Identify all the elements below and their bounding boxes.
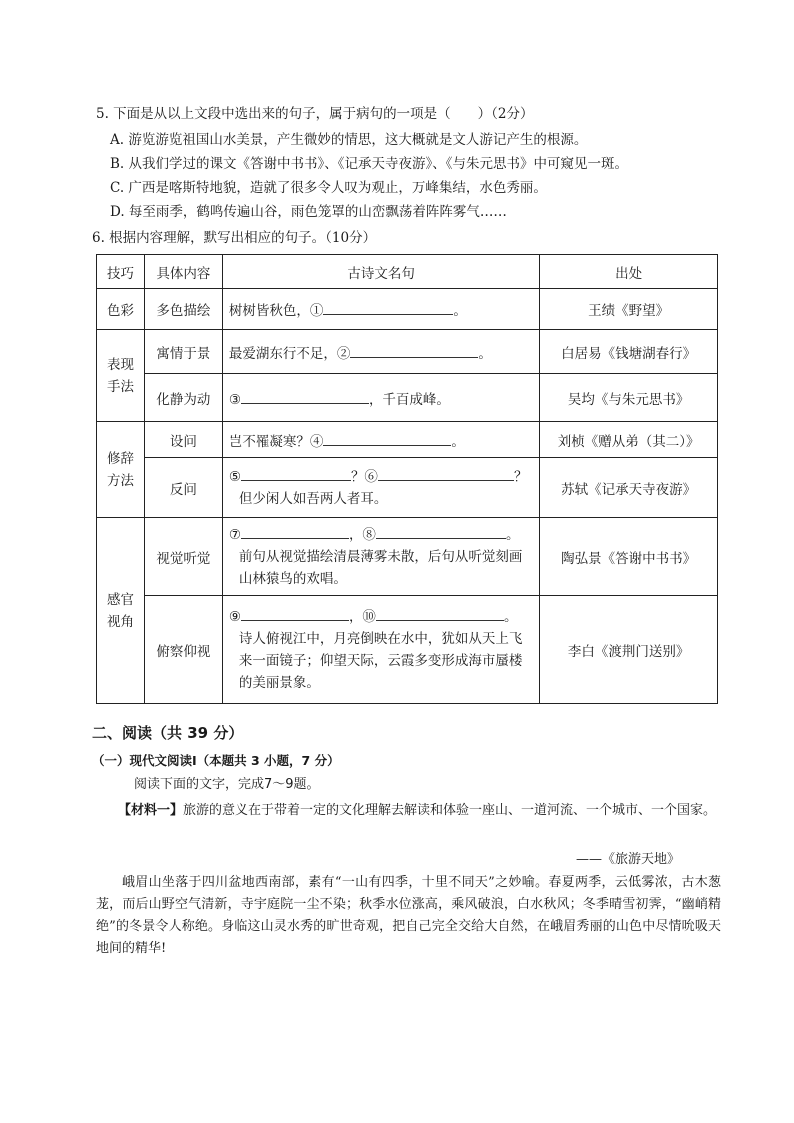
group-expression: 表现手法: [97, 330, 145, 422]
row-content: 寓情于景: [144, 330, 222, 374]
answer-blank[interactable]: [350, 343, 478, 358]
q5-option-d: D. 每至雨季，鹤鸣传遍山谷，雨色笼罩的山峦飘荡着阵阵雾气……: [110, 204, 507, 220]
table-row: [97, 289, 718, 330]
reading-instruction: 阅读下面的文字，完成7～9题。: [134, 777, 320, 792]
row-source: 陶弘景《答谢中书书》: [540, 518, 718, 596]
q5-option-c: C. 广西是喀斯特地貌，造就了很多令人叹为观止，万峰集结，水色秀丽。: [110, 180, 547, 196]
row-content: 设问: [144, 422, 222, 458]
group-rhetoric: 修辞方法: [97, 422, 145, 518]
table-row: [97, 422, 718, 458]
table-row: [97, 458, 718, 518]
header-quote: 古诗文名句: [222, 255, 540, 289]
row-quote: ⑦ ，⑧ 。 前句从视觉描绘清晨薄雾未散，后句从听觉刻画山林猿鸟的欢唱。: [222, 518, 540, 596]
row-quote: 岂不罹凝寒？④ 。: [222, 422, 540, 458]
header-content: 具体内容: [144, 255, 222, 289]
row-content: 俯察仰视: [144, 596, 222, 704]
row-source: 苏轼《记承天寺夜游》: [540, 458, 718, 518]
table-row: [97, 518, 718, 596]
group-color: 色彩: [97, 289, 145, 330]
row-content: 反问: [144, 458, 222, 518]
q5-option-a: A. 游览游览祖国山水美景，产生微妙的情思，这大概就是文人游记产生的根源。: [110, 132, 588, 148]
answer-blank[interactable]: [241, 606, 349, 621]
material-one: [96, 800, 721, 821]
row-source: 李白《渡荆门送别》: [540, 596, 718, 704]
answer-blank[interactable]: [378, 466, 514, 481]
row-content: 多色描绘: [144, 289, 222, 330]
answer-blank[interactable]: [323, 431, 451, 446]
q5-stem: 5. 下面是从以上文段中选出来的句子，属于病句的一项是（ ）（2分）: [96, 106, 534, 122]
reading-paragraph: 峨眉山坐落于四川盆地西南部，素有“一山有四季，十里不同天”之妙喻。春夏两季，云低雾浓，古木葱茏，而后山野空气清新，寺宇庭院一尘不染；秋季水位涨高，乘风破浪，白水秋风；冬季晴雪初霁，“幽峭精绝”的冬景令人称绝。身临这山灵水秀的旷世奇观，把自己完全交给大自然，在峨眉秀丽的山色中尽情吮吸天地间的精华!: [96, 875, 721, 956]
material-attribution: ——《旅游天地》: [576, 852, 681, 867]
row-content: 化静为动: [144, 374, 222, 422]
row-source: 白居易《钱塘湖春行》: [540, 330, 718, 374]
answer-blank[interactable]: [376, 524, 506, 539]
row-quote: 树树皆秋色，① 。: [222, 289, 540, 330]
answer-blank[interactable]: [376, 606, 504, 621]
material-text: 旅游的意义在于带着一定的文化理解去解读和体验一座山、一道河流、一个城市、一个国家。: [183, 803, 717, 818]
q6-stem: 6. 根据内容理解，默写出相应的句子。（10分）: [92, 230, 377, 246]
row-quote: ⑨ ，⑩ 。 诗人俯视江中，月亮倒映在水中，犹如从天上飞来一面镜子；仰望天际，云霞多变形成海市蜃楼的美丽景象。: [222, 596, 540, 704]
table-row: [97, 596, 718, 704]
row-content: 视觉听觉: [144, 518, 222, 596]
answer-blank[interactable]: [323, 300, 453, 315]
table-header-row: [97, 255, 718, 289]
answer-blank[interactable]: [241, 466, 351, 481]
group-senses: 感官视角: [97, 518, 145, 704]
q5-option-b: B. 从我们学过的课文《答谢中书书》、《记承天寺夜游》、《与朱元思书》中可窥见一斑。: [110, 156, 629, 172]
header-source: 出处: [540, 255, 718, 289]
row-quote: ③ ，千百成峰。: [222, 374, 540, 422]
row-source: 王绩《野望》: [540, 289, 718, 330]
header-technique: 技巧: [97, 255, 145, 289]
answer-blank[interactable]: [241, 524, 349, 539]
row-quote: ⑤ ？⑥ ？ 但少闲人如吾两人者耳。: [222, 458, 540, 518]
subsection-title: （一）现代文阅读Ⅰ（本题共 3 小题，7 分）: [92, 753, 340, 768]
table-row: [97, 330, 718, 374]
row-quote: 最爱湖东行不足，② 。: [222, 330, 540, 374]
answer-blank[interactable]: [241, 389, 369, 404]
row-source: 刘桢《赠从弟（其二）》: [540, 422, 718, 458]
table-row: [97, 374, 718, 422]
section-title: 二、阅读（共 39 分）: [92, 724, 244, 742]
row-source: 吴均《与朱元思书》: [540, 374, 718, 422]
material-label: 【材料一】: [118, 803, 184, 818]
poetry-table: [96, 254, 718, 704]
